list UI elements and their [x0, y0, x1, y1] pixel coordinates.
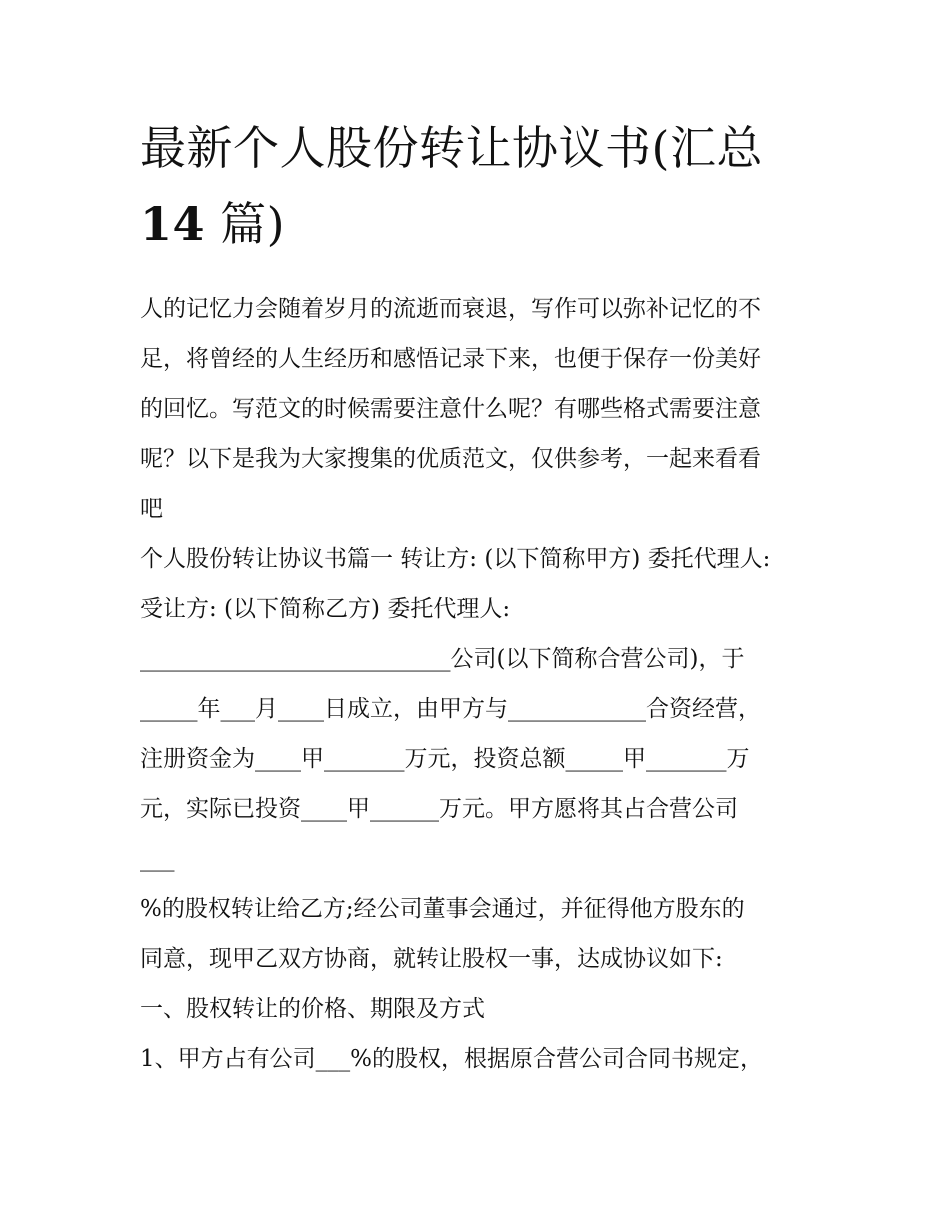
- agreement-line: 受让方: (以下简称乙方) 委托代理人:: [140, 596, 511, 622]
- intro-line: 足，将曾经的人生经历和感悟记录下来，也便于保存一份美好: [140, 346, 761, 372]
- title-suffix: 篇): [220, 197, 286, 251]
- agreement-line: 1、甲方占有公司___%的股权，根据原合营公司合同书规定，: [140, 1046, 763, 1072]
- intro-line: 的回忆。写范文的时候需要注意什么呢？有哪些格式需要注意: [140, 396, 761, 422]
- agreement-line: 同意，现甲乙双方协商，就转让股权一事，达成协议如下:: [140, 946, 723, 972]
- agreement-line: ___________________________公司(以下简称合营公司)，于: [140, 646, 745, 672]
- document-page: [140, 110, 820, 1084]
- intro-line: 人的记忆力会随着岁月的流逝而衰退，写作可以弥补记忆的不: [140, 296, 761, 322]
- title-line-1: 最新个人股份转让协议书(汇总: [140, 121, 763, 175]
- agreement-line: %的股权转让给乙方;经公司董事会通过，并征得他方股东的: [140, 896, 745, 922]
- agreement-line: 个人股份转让协议书篇一 转让方: (以下简称甲方) 委托代理人:: [140, 546, 771, 572]
- document-title: [140, 110, 820, 262]
- agreement-line: _____年___月____日成立，由甲方与____________合资经营，: [140, 696, 761, 722]
- section-heading: 一、股权转让的价格、期限及方式: [140, 996, 485, 1022]
- agreement-line: 元，实际已投资____甲______万元。甲方愿将其占合营公司: [140, 796, 738, 822]
- agreement-line: 注册资金为____甲_______万元，投资总额_____甲_______万: [140, 746, 750, 772]
- intro-line: 吧: [140, 496, 163, 522]
- intro-paragraph: [140, 284, 820, 534]
- title-line-2: [140, 186, 820, 262]
- agreement-line: ___: [140, 846, 175, 872]
- intro-line: 呢？以下是我为大家搜集的优质范文，仅供参考，一起来看看: [140, 446, 761, 472]
- agreement-section: [140, 534, 820, 1084]
- title-count: 14: [140, 197, 206, 251]
